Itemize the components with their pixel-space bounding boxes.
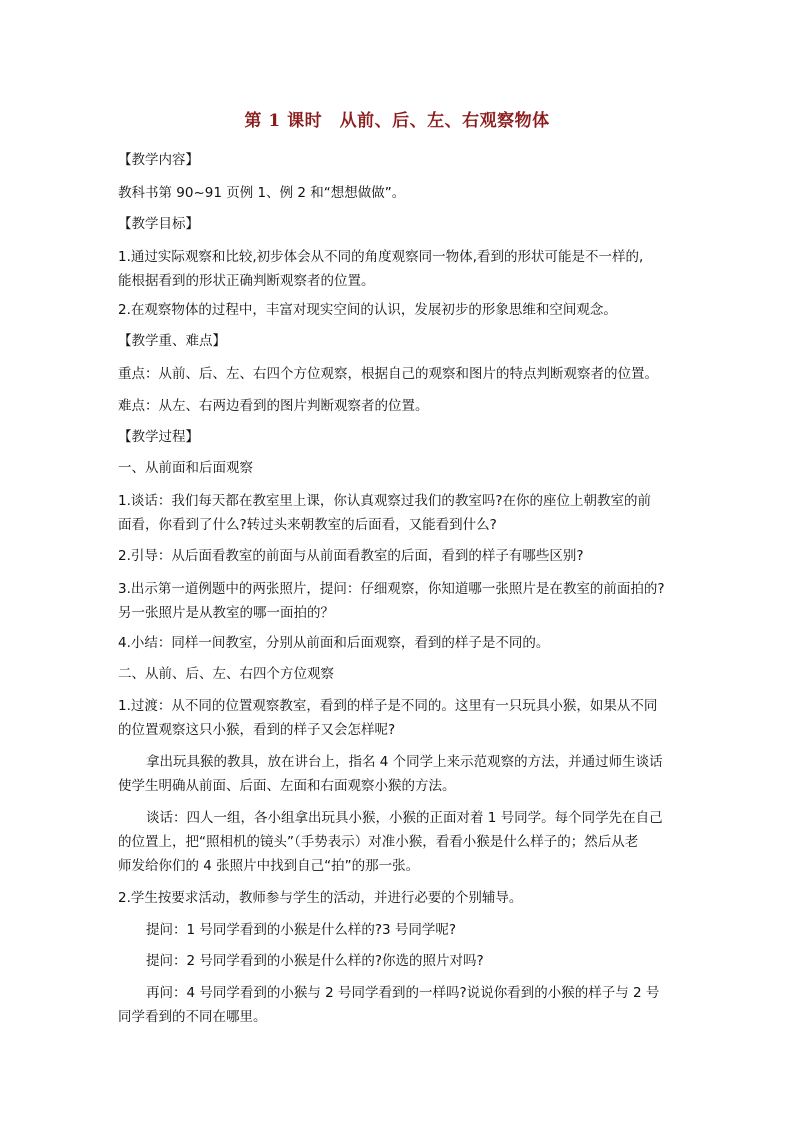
paragraph-line: 同学看到的不同在哪里。: [118, 1009, 267, 1025]
paragraph-line: 难点：从左、右两边看到的图片判断观察者的位置。: [118, 398, 429, 414]
paragraph-line: 再问：4 号同学看到的小猴与 2 号同学看到的一样吗?说说你看到的小猴的样子与 2 号: [146, 985, 660, 1001]
paragraph-line: 提问：1 号同学看到的小猴是什么样的?3 号同学呢?: [146, 922, 457, 938]
paragraph-line: 重点：从前、后、左、右四个方位观察，根据自己的观察和图片的特点判断观察者的位置。: [118, 366, 658, 382]
paragraph-line: 能根据看到的形状正确判断观察者的位置。: [118, 273, 375, 289]
section-heading-process: 【教学过程】: [118, 429, 199, 445]
paragraph-line: 2.在观察物体的过程中，丰富对现实空间的认识，发展初步的形象思维和空间观念。: [118, 302, 617, 318]
section-heading-content: 【教学内容】: [118, 152, 199, 168]
paragraph-line: 另一张照片是从教室的哪一面拍的？: [118, 605, 334, 621]
paragraph-line: 的位置上，把“照相机的镜头”（手势表示）对准小猴，看看小猴是什么样子的；然后从老: [118, 834, 639, 850]
paragraph-line: 师发给你们的 4 张照片中找到自己“拍”的那一张。: [118, 858, 420, 874]
paragraph-line: 的位置观察这只小猴，看到的样子又会怎样呢?: [118, 722, 396, 738]
paragraph-line: 1.通过实际观察和比较,初步体会从不同的角度观察同一物体,看到的形状可能是不一样的,: [118, 249, 644, 265]
paragraph-line: 面看，你看到了什么?转过头来朝教室的后面看，又能看到什么?: [118, 517, 497, 533]
paragraph-line: 2.引导：从后面看教室的前面与从前面看教室的后面，看到的样子有哪些区别?: [118, 548, 584, 564]
paragraph-line: 拿出玩具猴的教具，放在讲台上，指名 4 个同学上来示范观察的方法，并通过师生谈话: [146, 754, 663, 770]
paragraph-line: 4.小结：同样一间教室，分别从前面和后面观察，看到的样子是不同的。: [118, 635, 550, 651]
paragraph-line: 3.出示第一道例题中的两张照片，提问：仔细观察，你知道哪一张照片是在教室的前面拍的?: [118, 581, 665, 597]
section-heading-goals: 【教学目标】: [118, 216, 199, 232]
subsection-heading: 二、从前、后、左、右四个方位观察: [118, 666, 334, 682]
paragraph-line: 1.过渡：从不同的位置观察教室，看到的样子是不同的。这里有一只玩具小猴，如果从不同: [118, 698, 658, 714]
paragraph-line: 2.学生按要求活动，教师参与学生的活动，并进行必要的个别辅导。: [118, 890, 523, 906]
paragraph-line: 谈话：四人一组，各小组拿出玩具小猴，小猴的正面对着 1 号同学。每个同学先在自己: [146, 810, 663, 826]
paragraph-line: 教科书第 90~91 页例 1、例 2 和“想想做做”。: [118, 185, 406, 201]
subsection-heading: 一、从前面和后面观察: [118, 460, 253, 476]
section-heading-keypoints: 【教学重、难点】: [118, 333, 226, 349]
paragraph-line: 提问：2 号同学看到的小猴是什么样的?你选的照片对吗?: [146, 953, 484, 969]
paragraph-line: 使学生明确从前面、后面、左面和右面观察小猴的方法。: [118, 778, 456, 794]
lesson-title: 第 1 课时 从前、后、左、右观察物体: [244, 111, 550, 131]
paragraph-line: 1.谈话：我们每天都在教室里上课，你认真观察过我们的教室吗?在你的座位上朝教室的前: [118, 493, 652, 509]
